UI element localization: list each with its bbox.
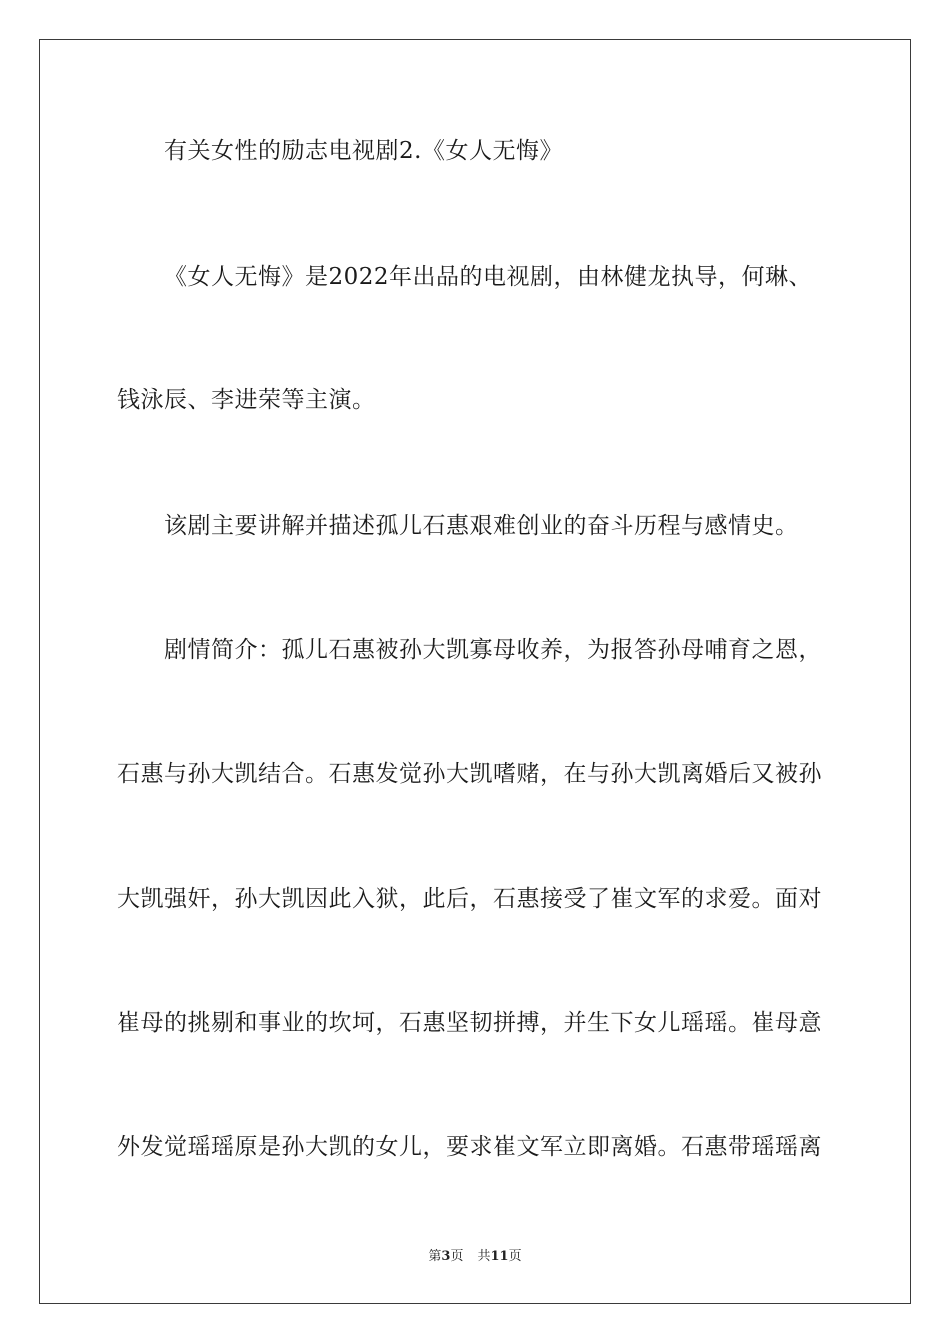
paragraph-line-1: 《女人无悔》是2022年出品的电视剧，由林健龙执导，何琳、: [164, 264, 813, 290]
paragraph-line-4: 剧情简介：孤儿石惠被孙大凯寡母收养，为报答孙母哺育之恩，: [164, 637, 822, 663]
heading-line: 有关女性的励志电视剧2.《女人无悔》: [164, 138, 563, 164]
total-prefix: 共: [477, 1249, 491, 1264]
page-prefix: 第: [428, 1249, 442, 1264]
paragraph-line-3: 该剧主要讲解并描述孤儿石惠艰难创业的奋斗历程与感情史。: [164, 513, 799, 539]
page-footer: [0, 1248, 950, 1266]
paragraph-line-8: 外发觉瑶瑶原是孙大凯的女儿，要求崔文军立即离婚。石惠带瑶瑶离: [117, 1134, 822, 1160]
paragraph-line-2: 钱泳辰、李进荣等主演。: [117, 387, 376, 413]
page-number: 3: [441, 1249, 451, 1264]
total-suffix: 页: [508, 1249, 522, 1264]
total-pages: 11: [490, 1249, 509, 1264]
paragraph-line-7: 崔母的挑剔和事业的坎坷，石惠坚韧拼搏，并生下女儿瑶瑶。崔母意: [117, 1010, 822, 1036]
paragraph-line-6: 大凯强奸，孙大凯因此入狱，此后，石惠接受了崔文军的求爱。面对: [117, 886, 822, 912]
page-border: [39, 39, 911, 1304]
paragraph-line-5: 石惠与孙大凯结合。石惠发觉孙大凯嗜赌，在与孙大凯离婚后又被孙: [117, 761, 822, 787]
page-suffix: 页: [450, 1249, 464, 1264]
